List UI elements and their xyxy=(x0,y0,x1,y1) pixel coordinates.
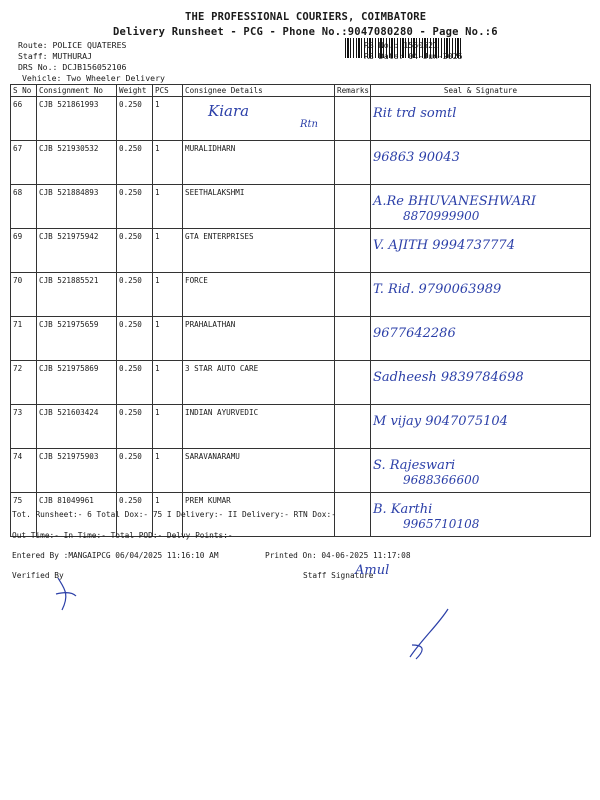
handwritten-phone: 9688366600 xyxy=(403,473,480,487)
rs-no: RS No.: 1560521 xyxy=(364,40,438,50)
totals-line2: Out Time:- In Time:- Total POD:- Delvy Points:- xyxy=(12,531,233,540)
row-consignment-no: CJB 521884893 xyxy=(37,185,117,229)
row-weight: 0.250 xyxy=(117,405,153,449)
row-signature xyxy=(371,405,591,449)
row-pcs: 1 xyxy=(153,97,183,141)
drs-label: DRS No.: DCJB156052106 xyxy=(18,62,127,72)
row-remarks xyxy=(335,273,371,317)
row66-handwritten-name: Kiara xyxy=(208,102,250,120)
row66-handwritten-rtn: Rtn xyxy=(300,119,318,130)
row-consignee: SARAVANARAMU xyxy=(183,449,335,493)
col-sno: S No xyxy=(11,85,37,97)
handwritten-signature: A.Re BHUVANESHWARI xyxy=(373,194,537,209)
verified-by: Verified By xyxy=(12,571,64,580)
row-consignment-no: CJB 521861993 xyxy=(37,97,117,141)
row-remarks xyxy=(335,97,371,141)
row-sno: 71 xyxy=(11,317,37,361)
row-pcs: 1 xyxy=(153,493,183,537)
row-signature xyxy=(371,97,591,141)
row-consignee: 3 STAR AUTO CARE xyxy=(183,361,335,405)
row-consignee: GTA ENTERPRISES xyxy=(183,229,335,273)
row-weight: 0.250 xyxy=(117,229,153,273)
row-consignee: SEETHALAKSHMI xyxy=(183,185,335,229)
row-remarks xyxy=(335,229,371,273)
table-row xyxy=(11,361,591,405)
totals-line1: Tot. Runsheet:- 6 Total Dox:- 75 I Delivery:- II Delivery:- RTN Dox:- xyxy=(12,510,336,519)
row-signature xyxy=(371,185,591,229)
row-weight: 0.250 xyxy=(117,449,153,493)
row-pcs: 1 xyxy=(153,185,183,229)
handwritten-signature: Rit trd somtl xyxy=(373,106,457,121)
row-remarks xyxy=(335,141,371,185)
row-sno: 68 xyxy=(11,185,37,229)
row-pcs: 1 xyxy=(153,317,183,361)
table-row xyxy=(11,317,591,361)
row-consignment-no: CJB 521975869 xyxy=(37,361,117,405)
handwritten-signature: M vijay 9047075104 xyxy=(373,414,508,429)
row-signature xyxy=(371,273,591,317)
row-sno: 67 xyxy=(11,141,37,185)
row-consignee: PRAHALATHAN xyxy=(183,317,335,361)
row-pcs: 1 xyxy=(153,141,183,185)
handwritten-signature: S. Rajeswari xyxy=(373,458,456,473)
verified-signature-scribble xyxy=(50,574,80,614)
col-pcs: PCS xyxy=(153,85,183,97)
entered-by: Entered By :MANGAIPCG 06/04/2025 11:16:10 AM xyxy=(12,551,219,560)
row-sno: 69 xyxy=(11,229,37,273)
row-consignment-no: CJB 521930532 xyxy=(37,141,117,185)
row-weight: 0.250 xyxy=(117,317,153,361)
row-signature xyxy=(371,317,591,361)
row-remarks xyxy=(335,317,371,361)
row-sno: 72 xyxy=(11,361,37,405)
staff-label: Staff: MUTHURAJ xyxy=(18,51,92,61)
table-row xyxy=(11,185,591,229)
handwritten-phone: 8870999900 xyxy=(403,209,480,223)
loose-pen-mark xyxy=(398,605,458,665)
row-sno: 74 xyxy=(11,449,37,493)
row-consignment-no: CJB 521975942 xyxy=(37,229,117,273)
row-weight: 0.250 xyxy=(117,97,153,141)
col-remarks: Remarks xyxy=(335,85,371,97)
handwritten-signature: Sadheesh 9839784698 xyxy=(373,370,524,385)
col-weight: Weight xyxy=(117,85,153,97)
vehicle-label: Vehicle: Two Wheeler Delivery xyxy=(22,73,165,83)
row-weight: 0.250 xyxy=(117,493,153,537)
runsheet-table xyxy=(10,84,591,537)
row-weight: 0.250 xyxy=(117,185,153,229)
table-header xyxy=(11,85,591,97)
handwritten-signature: 9677642286 xyxy=(373,326,456,341)
row-consignee: MURALIDHARN xyxy=(183,141,335,185)
handwritten-phone: 9965710108 xyxy=(403,517,480,531)
runsheet-subtitle: Delivery Runsheet - PCG - Phone No.:9047080280 - Page No.:6 xyxy=(113,26,498,38)
row-remarks xyxy=(335,361,371,405)
printed-on: Printed On: 04-06-2025 11:17:08 xyxy=(265,551,411,560)
table-row xyxy=(11,141,591,185)
col-consignment: Consignment No xyxy=(37,85,117,97)
row-consignment-no: CJB 521975659 xyxy=(37,317,117,361)
row-sno: 66 xyxy=(11,97,37,141)
table-row xyxy=(11,273,591,317)
row-signature xyxy=(371,361,591,405)
row-consignment-no: CJB 521975903 xyxy=(37,449,117,493)
row-consignment-no: CJB 521885521 xyxy=(37,273,117,317)
row-remarks xyxy=(335,405,371,449)
row-sno: 75 xyxy=(11,493,37,537)
row-sno: 70 xyxy=(11,273,37,317)
table-row xyxy=(11,405,591,449)
handwritten-signature: B. Karthi xyxy=(373,502,433,517)
row-signature xyxy=(371,229,591,273)
row-consignee: INDIAN AYURVEDIC xyxy=(183,405,335,449)
row-pcs: 1 xyxy=(153,449,183,493)
handwritten-signature: T. Rid. 9790063989 xyxy=(373,282,502,297)
handwritten-signature: V. AJITH 9994737774 xyxy=(373,238,515,253)
row-pcs: 1 xyxy=(153,361,183,405)
staff-signature-label: Staff Signature xyxy=(303,571,374,580)
row-sno: 73 xyxy=(11,405,37,449)
row-pcs: 1 xyxy=(153,229,183,273)
col-signature: Seal & Signature xyxy=(371,85,591,97)
row-consignment-no: CJB 81049961 xyxy=(37,493,117,537)
handwritten-signature: 96863 90043 xyxy=(373,150,460,165)
table-row xyxy=(11,229,591,273)
row-weight: 0.250 xyxy=(117,273,153,317)
row-remarks xyxy=(335,185,371,229)
row-pcs: 1 xyxy=(153,273,183,317)
row-consignment-no: CJB 521603424 xyxy=(37,405,117,449)
row-remarks xyxy=(335,449,371,493)
row-consignee: PREM KUMAR xyxy=(183,493,335,537)
row-signature xyxy=(371,449,591,493)
row-consignee: FORCE xyxy=(183,273,335,317)
row-weight: 0.250 xyxy=(117,361,153,405)
row-signature xyxy=(371,493,591,537)
rs-date: RS Date: 04-Jun-2025 xyxy=(364,51,463,61)
row-signature xyxy=(371,141,591,185)
row-remarks xyxy=(335,493,371,537)
row-pcs: 1 xyxy=(153,405,183,449)
row-weight: 0.250 xyxy=(117,141,153,185)
route-label: Route: POLICE QUATERES xyxy=(18,40,127,50)
table-row xyxy=(11,449,591,493)
col-consignee: Consignee Details xyxy=(183,85,335,97)
staff-signature-handwritten: Amul xyxy=(355,563,390,578)
company-title: THE PROFESSIONAL COURIERS, COIMBATORE xyxy=(185,11,427,23)
